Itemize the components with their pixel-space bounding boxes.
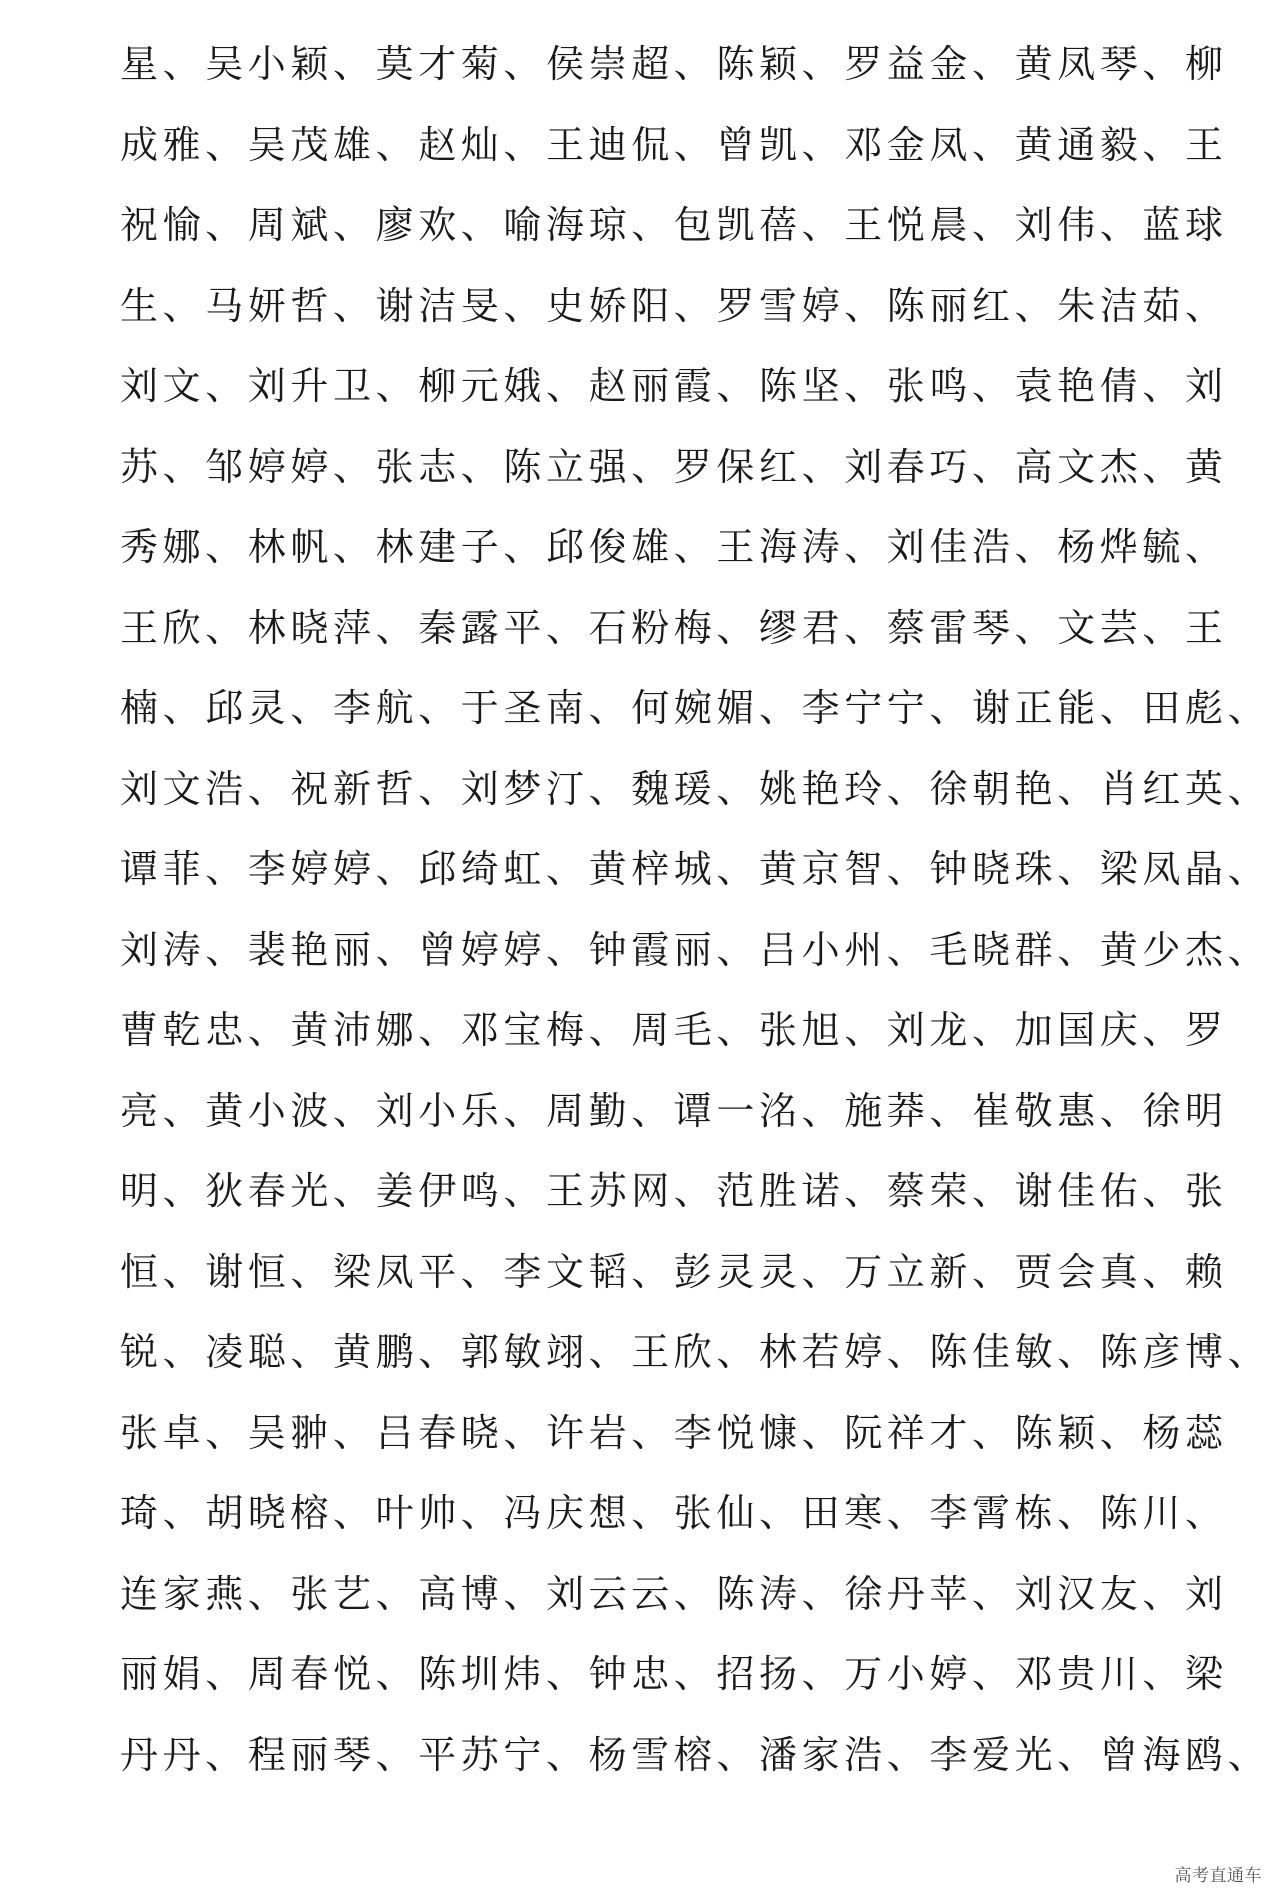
watermark-text: 高考直通车 [1174, 1866, 1262, 1886]
text-line-18: 张卓、吴翀、吕春晓、许岩、李悦慷、阮祥才、陈颖、杨蕊 [120, 1410, 1228, 1455]
text-line-4: 生、马妍哲、谢洁旻、史娇阳、罗雪婷、陈丽红、朱洁茹、 [120, 283, 1228, 328]
text-line-20: 连家燕、张艺、高博、刘云云、陈涛、徐丹苹、刘汉友、刘 [120, 1571, 1228, 1616]
name-list [120, 24, 1271, 1795]
text-line-17: 锐、凌聪、黄鹏、郭敏翊、王欣、林若婷、陈佳敏、陈彦博、 [120, 1330, 1271, 1374]
text-line-19: 琦、胡晓榕、叶帅、冯庆想、张仙、田寒、李霄栋、陈川、 [120, 1491, 1228, 1535]
text-line-15: 明、狄春光、姜伊鸣、王苏网、范胜诺、蔡荣、谢佳佑、张 [120, 1169, 1228, 1213]
text-line-11: 谭菲、李婷婷、邱绮虹、黄梓城、黄京智、钟晓珠、梁凤晶、 [120, 847, 1271, 891]
text-line-7: 秀娜、林帆、林建子、邱俊雄、王海涛、刘佳浩、杨烨毓、 [120, 525, 1228, 569]
text-line-10: 刘文浩、祝新哲、刘梦汀、魏瑗、姚艳玲、徐朝艳、肖红英、 [120, 766, 1271, 811]
text-line-1: 星、吴小颖、莫才菊、侯崇超、陈颖、罗益金、黄凤琴、柳 [120, 42, 1228, 86]
text-line-3: 祝愉、周斌、廖欢、喻海琼、包凯蓓、王悦晨、刘伟、蓝球 [120, 203, 1228, 247]
text-line-22: 丹丹、程丽琴、平苏宁、杨雪榕、潘家浩、李爱光、曾海鸥、 [120, 1732, 1271, 1777]
text-line-16: 恒、谢恒、梁凤平、李文韬、彭灵灵、万立新、贾会真、赖 [120, 1249, 1228, 1294]
text-line-21: 丽娟、周春悦、陈圳炜、钟忠、招扬、万小婷、邓贵川、梁 [120, 1652, 1228, 1696]
text-line-14: 亮、黄小波、刘小乐、周勤、谭一洺、施莽、崔敬惠、徐明 [120, 1088, 1228, 1133]
text-line-9: 楠、邱灵、李航、于圣南、何婉媚、李宁宁、谢正能、田彪、 [120, 686, 1271, 730]
text-line-12: 刘涛、裴艳丽、曾婷婷、钟霞丽、吕小州、毛晓群、黄少杰、 [120, 927, 1271, 972]
text-line-8: 王欣、林晓萍、秦露平、石粉梅、缪君、蔡雷琴、文芸、王 [120, 605, 1228, 650]
text-line-13: 曹乾忠、黄沛娜、邓宝梅、周毛、张旭、刘龙、加国庆、罗 [120, 1008, 1228, 1052]
text-line-6: 苏、邹婷婷、张志、陈立强、罗保红、刘春巧、高文杰、黄 [120, 444, 1228, 489]
text-line-5: 刘文、刘升卫、柳元娥、赵丽霞、陈坚、张鸣、袁艳倩、刘 [120, 364, 1228, 408]
text-line-2: 成雅、吴茂雄、赵灿、王迪侃、曾凯、邓金凤、黄通毅、王 [120, 122, 1228, 167]
